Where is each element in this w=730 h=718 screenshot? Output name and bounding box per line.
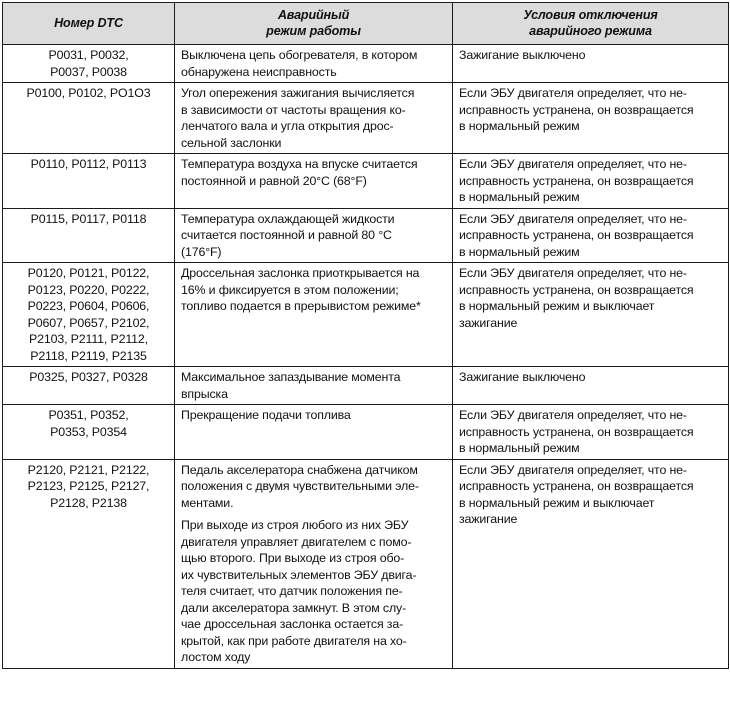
cancel-condition-cell bbox=[453, 367, 729, 405]
header-dtc-number: Номер DTC bbox=[3, 3, 175, 45]
dtc-failsafe-table bbox=[2, 2, 729, 669]
failsafe-mode-paragraph: При выходе из строя любого из них ЭБУ двигателя управляет двигателем с помо- щью второго. При выходе из строя обо- их чувствительных элементов ЭБУ двига- теля считает, что датчик положения пе- дали акселератора замкнут. В этом слу- чае дроссельная заслонка остается за- крытой, как при работе двигателя на хо- лостом ходу bbox=[181, 518, 417, 664]
failsafe-mode-cell bbox=[175, 154, 453, 209]
table-row bbox=[3, 154, 729, 209]
table-row bbox=[3, 459, 729, 668]
dtc-code-cell: P0325, P0327, P0328 bbox=[3, 367, 175, 405]
failsafe-mode-cell bbox=[175, 367, 453, 405]
cancel-condition-cell bbox=[453, 263, 729, 367]
header-row bbox=[3, 3, 729, 45]
dtc-code-cell: P0100, P0102, PO1O3 bbox=[3, 83, 175, 154]
failsafe-mode-paragraph: Педаль акселератора снабжена датчиком положения с двумя чувствительными эле- ментами. bbox=[181, 462, 419, 510]
failsafe-mode-paragraph: Температура воздуха на впуске считается постоянной и равной 20°С (68°F) bbox=[181, 157, 418, 188]
cancel-condition-cell bbox=[453, 83, 729, 154]
dtc-code-cell: P0031, P0032, P0037, P0038 bbox=[3, 45, 175, 83]
cancel-condition-cell bbox=[453, 154, 729, 209]
cancel-condition-text: Если ЭБУ двигателя определяет, что не- исправность устранена, он возвращается в нормальный режим и выключает зажигание bbox=[459, 266, 694, 330]
failsafe-mode-cell bbox=[175, 459, 453, 668]
table-row bbox=[3, 45, 729, 83]
failsafe-mode-cell bbox=[175, 45, 453, 83]
table-row bbox=[3, 367, 729, 405]
failsafe-mode-cell bbox=[175, 83, 453, 154]
table-row bbox=[3, 208, 729, 263]
cancel-condition-text: Если ЭБУ двигателя определяет, что не- исправность устранена, он возвращается в нормальный режим bbox=[459, 211, 694, 259]
failsafe-mode-paragraph: Прекращение подачи топлива bbox=[181, 408, 351, 422]
dtc-code-cell: P0110, P0112, P0113 bbox=[3, 154, 175, 209]
cancel-condition-cell bbox=[453, 208, 729, 263]
cancel-condition-cell bbox=[453, 45, 729, 83]
table-row bbox=[3, 263, 729, 367]
table-body bbox=[3, 45, 729, 669]
failsafe-mode-cell bbox=[175, 263, 453, 367]
dtc-code-cell: P0120, P0121, P0122, P0123, P0220, P0222, P0223, P0604, P0606, P0607, P0657, P2102, P2103, P2111, P2112, P2118, P2119, P2135 bbox=[3, 263, 175, 367]
dtc-code-cell: P2120, P2121, P2122, P2123, P2125, P2127, P2128, P2138 bbox=[3, 459, 175, 668]
failsafe-mode-paragraph: Выключена цепь обогревателя, в котором обнаружена неисправность bbox=[181, 48, 418, 79]
table-row bbox=[3, 405, 729, 460]
cancel-condition-text: Зажигание выключено bbox=[459, 370, 586, 384]
dtc-code-cell: P0115, P0117, P0118 bbox=[3, 208, 175, 263]
cancel-condition-cell bbox=[453, 459, 729, 668]
failsafe-mode-cell bbox=[175, 405, 453, 460]
failsafe-mode-paragraph: Дроссельная заслонка приоткрывается на 16% и фиксируется в этом положении; топливо подается в прерывистом режиме* bbox=[181, 266, 421, 313]
table-header bbox=[3, 3, 729, 45]
cancel-condition-text: Если ЭБУ двигателя определяет, что не- исправность устранена, он возвращается в нормальный режим bbox=[459, 86, 694, 133]
dtc-code-cell: P0351, P0352, P0353, P0354 bbox=[3, 405, 175, 460]
cancel-condition-text: Зажигание выключено bbox=[459, 48, 586, 62]
header-cancel-conditions: Условия отключения аварийного режима bbox=[453, 3, 729, 45]
cancel-condition-text: Если ЭБУ двигателя определяет, что не- исправность устранена, он возвращается в нормальный режим и выключает зажигание bbox=[459, 462, 694, 526]
cancel-condition-cell bbox=[453, 405, 729, 460]
header-failsafe-mode: Аварийный режим работы bbox=[175, 3, 453, 45]
failsafe-mode-paragraph: Максимальное запаздывание момента впрыска bbox=[181, 370, 401, 401]
cancel-condition-text: Если ЭБУ двигателя определяет, что не- исправность устранена, он возвращается в нормальный режим bbox=[459, 408, 694, 455]
failsafe-mode-paragraph: Угол опережения зажигания вычисляется в зависимости от частоты вращения ко- ленчатого вала и угла открытия дрос- сельной заслонки bbox=[181, 86, 415, 150]
cancel-condition-text: Если ЭБУ двигателя определяет, что не- исправность устранена, он возвращается в нормальный режим bbox=[459, 157, 694, 204]
failsafe-mode-cell bbox=[175, 208, 453, 263]
table-row bbox=[3, 83, 729, 154]
failsafe-mode-paragraph: Температура охлаждающей жидкости считается постоянной и равной 80 °С (176°F) bbox=[181, 211, 395, 259]
